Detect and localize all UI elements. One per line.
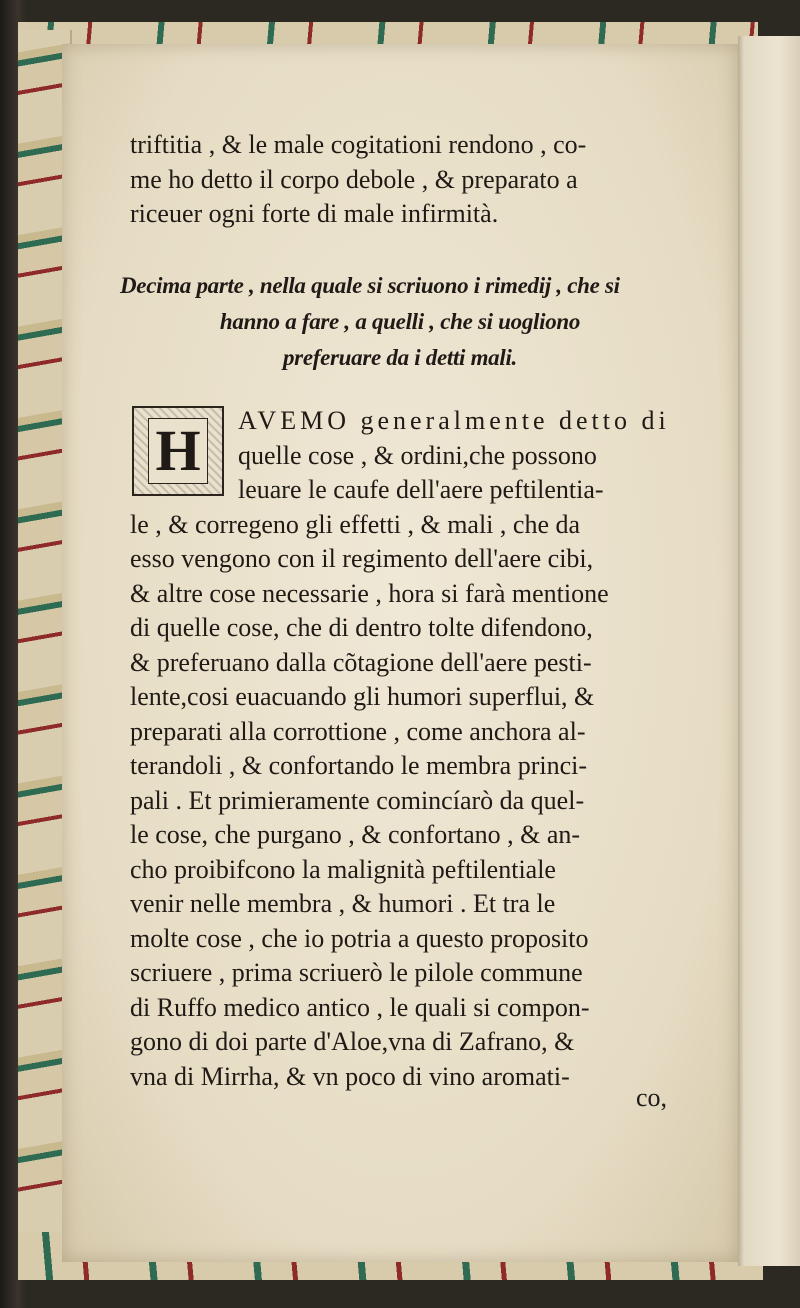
heading-line: hanno a fare , a quelli , che si uogliono: [219, 309, 581, 334]
heading-line: preferuare da i detti mali.: [282, 345, 518, 370]
text-line: riceuer ogni forte di male infirmità.: [130, 199, 499, 229]
text-line: le , & corregeno gli effetti , & mali , che da: [130, 509, 581, 539]
text-line: me ho detto il corpo debole , & preparato a: [130, 164, 578, 194]
text-line: di quelle cose, che di dentro tolte difendono,: [130, 613, 593, 642]
text-line: gono di doi parte d'Aloe,vna di Zafrano, &: [130, 1027, 575, 1056]
text-line: le cose, che purgano , & confortano , & an-: [130, 820, 581, 849]
text-line: preparati alla corrottione , come anchora al-: [130, 716, 586, 746]
heading-line: Decima parte , nella quale si scriuono i rimedij , che si: [120, 273, 620, 298]
text-line: terandoli , & confortando le membra princi-: [130, 751, 588, 780]
text-line: lente,cosi euacuando gli humori superflui, &: [130, 682, 595, 711]
text-line: quelle cose , & ordini,che possono: [238, 440, 597, 470]
text-line: esso vengono con il regimento dell'aere cibi,: [130, 544, 594, 573]
text-line: venir nelle membra , & humori . Et tra le: [130, 889, 556, 918]
text-line: cho proibifcono la malignità peftilentiale: [130, 854, 556, 884]
text-line: vna di Mirrha, & vn poco di vino aromati-: [130, 1061, 570, 1091]
top-paragraph: [130, 128, 690, 232]
text-line: triftitia , & le male cogitationi rendono , co-: [130, 130, 587, 159]
body-paragraph: [130, 404, 690, 1094]
text-line: di Ruffo medico antico , le quali si compon-: [130, 992, 590, 1022]
text-line: scriuere , prima scriuerò le pilole commune: [130, 958, 583, 987]
catchword: co,: [636, 1083, 668, 1112]
text-line: & preferuano dalla cõtagione dell'aere pesti-: [130, 647, 592, 677]
text-line: molte cose , che io potria a questo proposito: [130, 923, 589, 953]
text-line: pali . Et primieramente comincíarò da quel-: [130, 785, 585, 815]
text-line: leuare le caufe dell'aere peftilentia-: [238, 475, 604, 504]
text-line: & altre cose necessarie , hora si farà mentione: [130, 578, 609, 608]
initial-letter: H: [148, 418, 207, 484]
text-line: AVEMO generalmente detto di: [238, 406, 670, 435]
section-heading: [120, 268, 680, 376]
adjacent-page-edge: [738, 36, 800, 1266]
